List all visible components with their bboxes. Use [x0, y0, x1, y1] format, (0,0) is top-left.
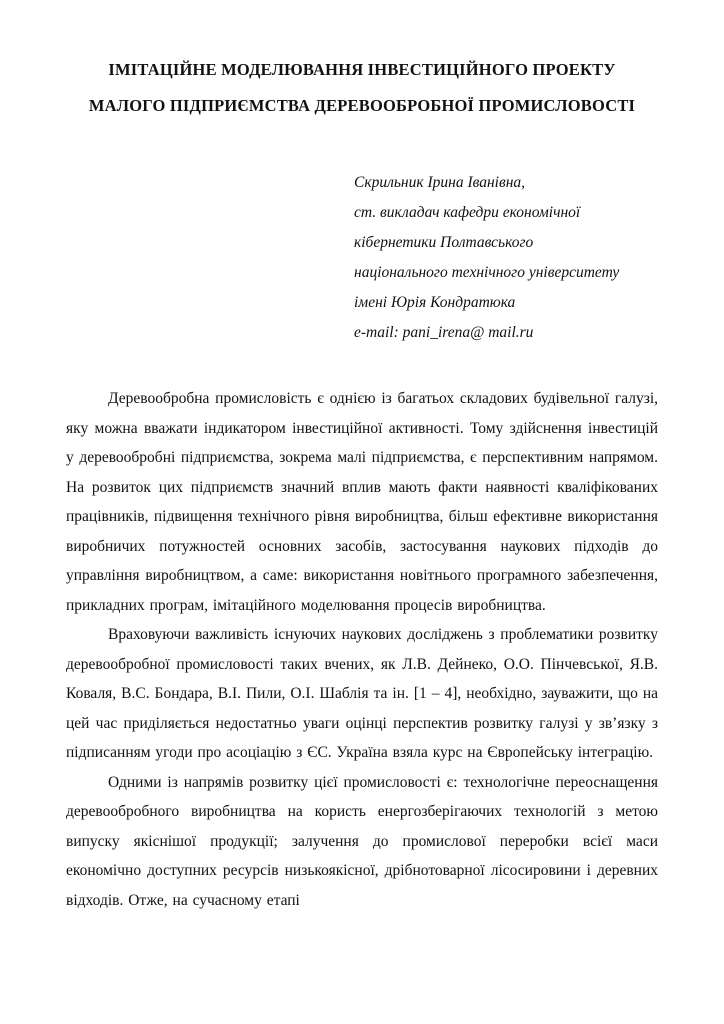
author-position-line-2: кібернетики Полтавського — [354, 234, 534, 251]
paragraph-2: Враховуючи важливість існуючих наукових досліджень з проблематики розвитку деревообробної промисловості таких вчених, як Л.В. Дейнеко, О.О. Пінчевської, Я.В. Коваля, В.С. Бондара, В.І. Пили, О.І. Шаблія та ін. [1 – 4], необхідно, зауважити, що на цей час приділяється недостатньо уваги оцінці перспектив розвитку галузі у зв’язку з підписанням угоди про асоціацію з ЄС. Україна взяла курс на Європейську інтеграцію. — [66, 626, 658, 761]
title-line-2: МАЛОГО ПІДПРИЄМСТВА ДЕРЕВООБРОБНОЇ ПРОМИСЛОВОСТІ — [88, 96, 636, 115]
author-name: Скрильник Ірина Іванівна, — [354, 174, 526, 191]
author-block — [354, 168, 658, 348]
paragraph-3: Одними із напрямів розвитку цієї промисловості є: технологічне переоснащення деревообробного виробництва на користь енергозберігаючих технологій з метою випуску якіснішої продукції; залучення до промислової переробки всієї маси економічно доступних ресурсів низькоякісної, дрібнотоварної лісосировини і деревних відходів. Отже, на сучасному етапі — [66, 773, 658, 909]
title-line-1: ІМІТАЦІЙНЕ МОДЕЛЮВАННЯ ІНВЕСТИЦІЙНОГО ПРОЕКТУ — [108, 60, 616, 79]
author-affiliation-line-1: національного технічного університету — [354, 264, 620, 281]
author-position-line-1: ст. викладач кафедри економічної — [354, 204, 581, 221]
author-affiliation-line-2: імені Юрія Кондратюка — [354, 294, 516, 311]
paragraph-1: Деревообробна промисловість є однією із багатьох складових будівельної галузі, яку можна вважати індикатором інвестиційної активності. Тому здійснення інвестицій у деревообробні підприємства, зокрема малі підприємства, є перспективним напрямом. На розвиток цих підприємств значний вплив мають факти наявності кваліфікованих працівників, підвищення технічного рівня виробництва, більш ефективне використання виробничих потужностей основних засобів, застосування наукових підходів до управління виробництвом, а саме: використання новітнього програмного забезпечення, прикладних програм, імітаційного моделювання процесів виробництва. — [66, 390, 658, 614]
document-title — [66, 52, 658, 124]
author-email: e-mail: pani_irena@ mail.ru — [354, 324, 534, 341]
document-body — [66, 384, 658, 915]
